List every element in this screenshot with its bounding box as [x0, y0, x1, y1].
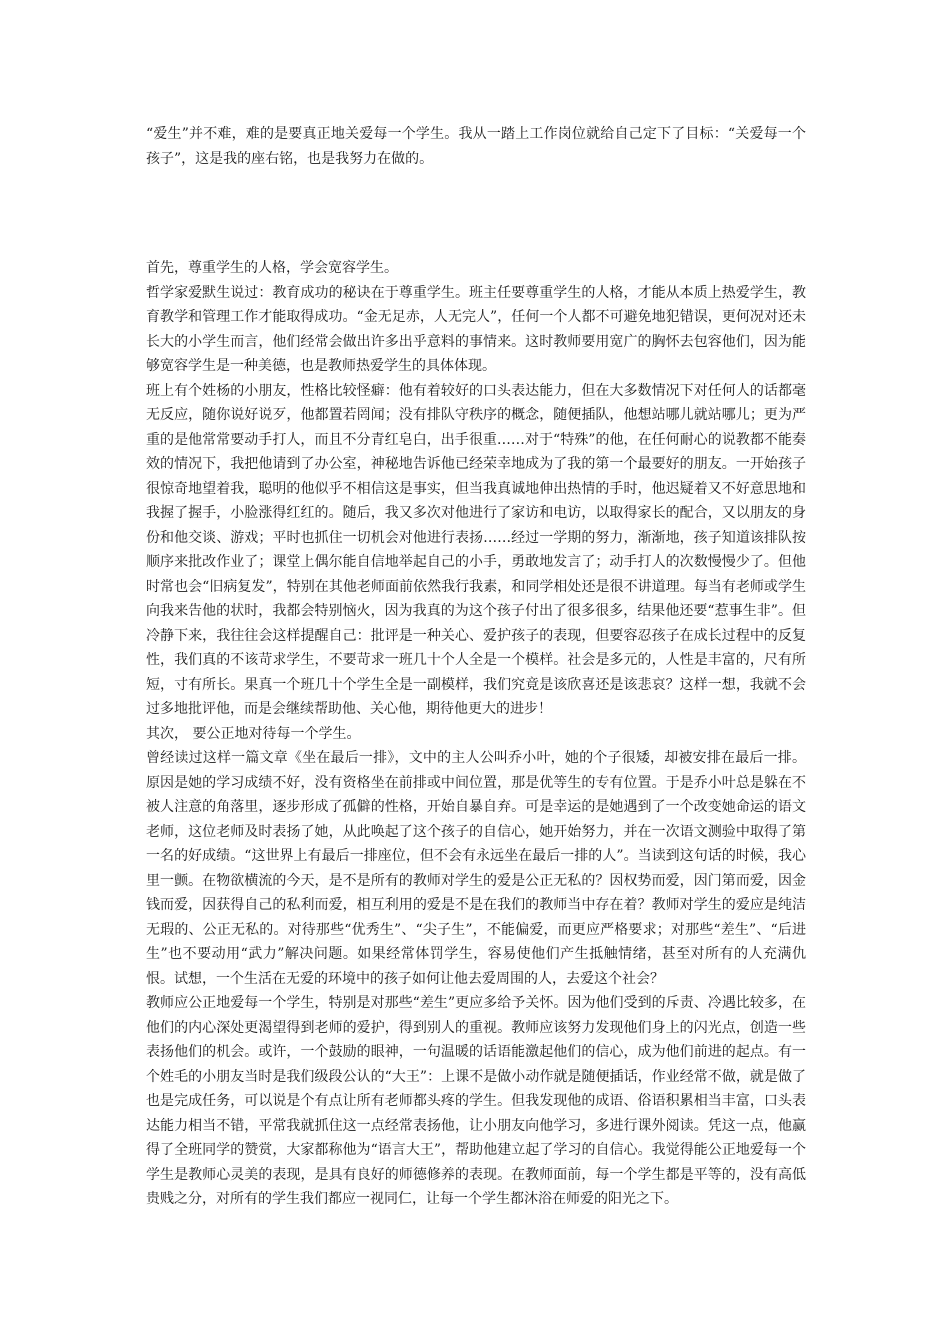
paragraph-mao-story: 教师应公正地爱每一个学生，特别是对那些“差生”更应多给予关怀。因为他们受到的斥责、冷遇比较多，在他们的内心深处更渴望得到老师的爱护，得到别人的重视。教师应该努力发现他们身上的闪光点，创造一些表扬他们的机会。或许，一个鼓励的眼神，一句温暖的话语能激起他们的信心，成为他们前进的起点。有一个姓毛的小朋友当时是我们级段公认的“大王”：上课不是做小动作就是随便插话，作业经常不做，就是做了也是完成任务，可以说是个有点让所有老师都头疼的学生。但我发现他的成语、俗语积累相当丰富，口头表达能力相当不错，平常我就抓住这一点经常表扬他，让小朋友向他学习，多进行课外阅读。凭这一点，他赢得了全班同学的赞赏，大家都称他为“语言大王”，帮助他建立起了学习的自信心。我觉得能公正地爱每一个学生是教师心灵美的表现，是具有良好的师德修养的表现。在教师面前，每一个学生都是平等的，没有高低贵贱之分，对所有的学生我们都应一视同仁，让每一个学生都沐浴在师爱的阳光之下。	[146, 995, 806, 1207]
heading-fairness: 其次， 要公正地对待每一个学生。	[146, 725, 361, 742]
intro-paragraph: “爱生”并不难，难的是要真正地关爱每一个学生。我从一踏上工作岗位就给自己定下了目标：“关爱每一个孩子”，这是我的座右铭，也是我努力在做的。	[146, 126, 806, 167]
heading-respect: 首先，尊重学生的人格，学会宽容学生。	[146, 260, 398, 276]
document-body	[146, 122, 806, 1212]
paragraph-last-row: 曾经读过这样一篇文章《坐在最后一排》，文中的主人公叫乔小叶，她的个子很矮，却被安排在最后一排。原因是她的学习成绩不好，没有资格坐在前排或中间位置，那是优等生的专有位置。于是乔小叶总是躲在不被人注意的角落里，逐步形成了孤僻的性格，开始自暴自弃。可是幸运的是她遇到了一个改变她命运的语文老师，这位老师及时表扬了她，从此唤起了这个孩子的自信心，她开始努力，并在一次语文测验中取得了第一名的好成绩。“这世界上有最后一排座位，但不会有永远坐在最后一排的人”。当读到这句话的时候，我心里一颤。在物欲横流的今天，是不是所有的教师对学生的爱是公正无私的？因权势而爱，因门第而爱，因金钱而爱，因获得自己的私利而爱，相互利用的爱是不是在我们的教师当中存在着？教师对学生的爱应是纯洁无瑕的、公正无私的。对待那些“优秀生”、“尖子生”，不能偏爱，而更应严格要求；对那些“差生”、“后进生”也不要动用“武力”解决问题。如果经常体罚学生，容易使他们产生抵触情绪，甚至对所有的人充满仇恨。试想，一个生活在无爱的环境中的孩子如何让他去爱周围的人，去爱这个社会？	[146, 750, 806, 987]
paragraph-yang-story: 班上有个姓杨的小朋友，性格比较怪癖：他有着较好的口头表达能力，但在大多数情况下对任何人的话都毫无反应，随你说好说歹，他都置若罔闻；没有排队守秩序的概念，随便插队，他想站哪儿就站哪儿；更为严重的是他常常要动手打人，而且不分青红皂白，出手很重……对于“特殊”的他，在任何耐心的说教都不能奏效的情况下，我把他请到了办公室，神秘地告诉他已经荣幸地成为了我的第一个最要好的朋友。一开始孩子很惊奇地望着我，聪明的他似乎不相信这是事实，但当我真诚地伸出热情的手时，他迟疑着又不好意思地和我握了握手，小脸涨得红红的。随后，我又多次对他进行了家访和电访，以取得家长的配合，又以朋友的身份和他交谈、游戏；平时也抓住一切机会对他进行表扬……经过一学期的努力，渐渐地，孩子知道该排队按顺序来批改作业了；课堂上偶尔能自信地举起自己的小手，勇敢地发言了；动手打人的次数慢慢少了。但他时常也会“旧病复发”，特别在其他老师面前依然我行我素，和同学相处还是很不讲道理。每当有老师或学生向我来告他的状时，我都会特别恼火，因为我真的为这个孩子付出了很多很多，结果他还要“惹事生非”。但冷静下来，我往往会这样提醒自己：批评是一种关心、爱护孩子的表现，但要容忍孩子在成长过程中的反复性，我们真的不该苛求学生，不要苛求一班几十个人全是一个模样。社会是多元的，人性是丰富的，尺有所短，寸有所长。果真一个班几十个学生全是一副模样，我们究竟是该欣喜还是该悲哀？这样一想，我就不会过多地批评他，而是会继续帮助他、关心他，期待他更大的进步！	[146, 382, 806, 717]
paragraph-emerson: 哲学家爱默生说过：教育成功的秘诀在于尊重学生。班主任要尊重学生的人格，才能从本质上热爱学生，教育教学和管理工作才能取得成功。“金无足赤，人无完人”，任何一个人都不可避免地犯错误，更何况对还未长大的小学生而言，他们经常会做出许多出乎意料的事情来。这时教师要用宽广的胸怀去包容他们，因为能够宽容学生是一种美德，也是教师热爱学生的具体体现。	[146, 284, 806, 374]
